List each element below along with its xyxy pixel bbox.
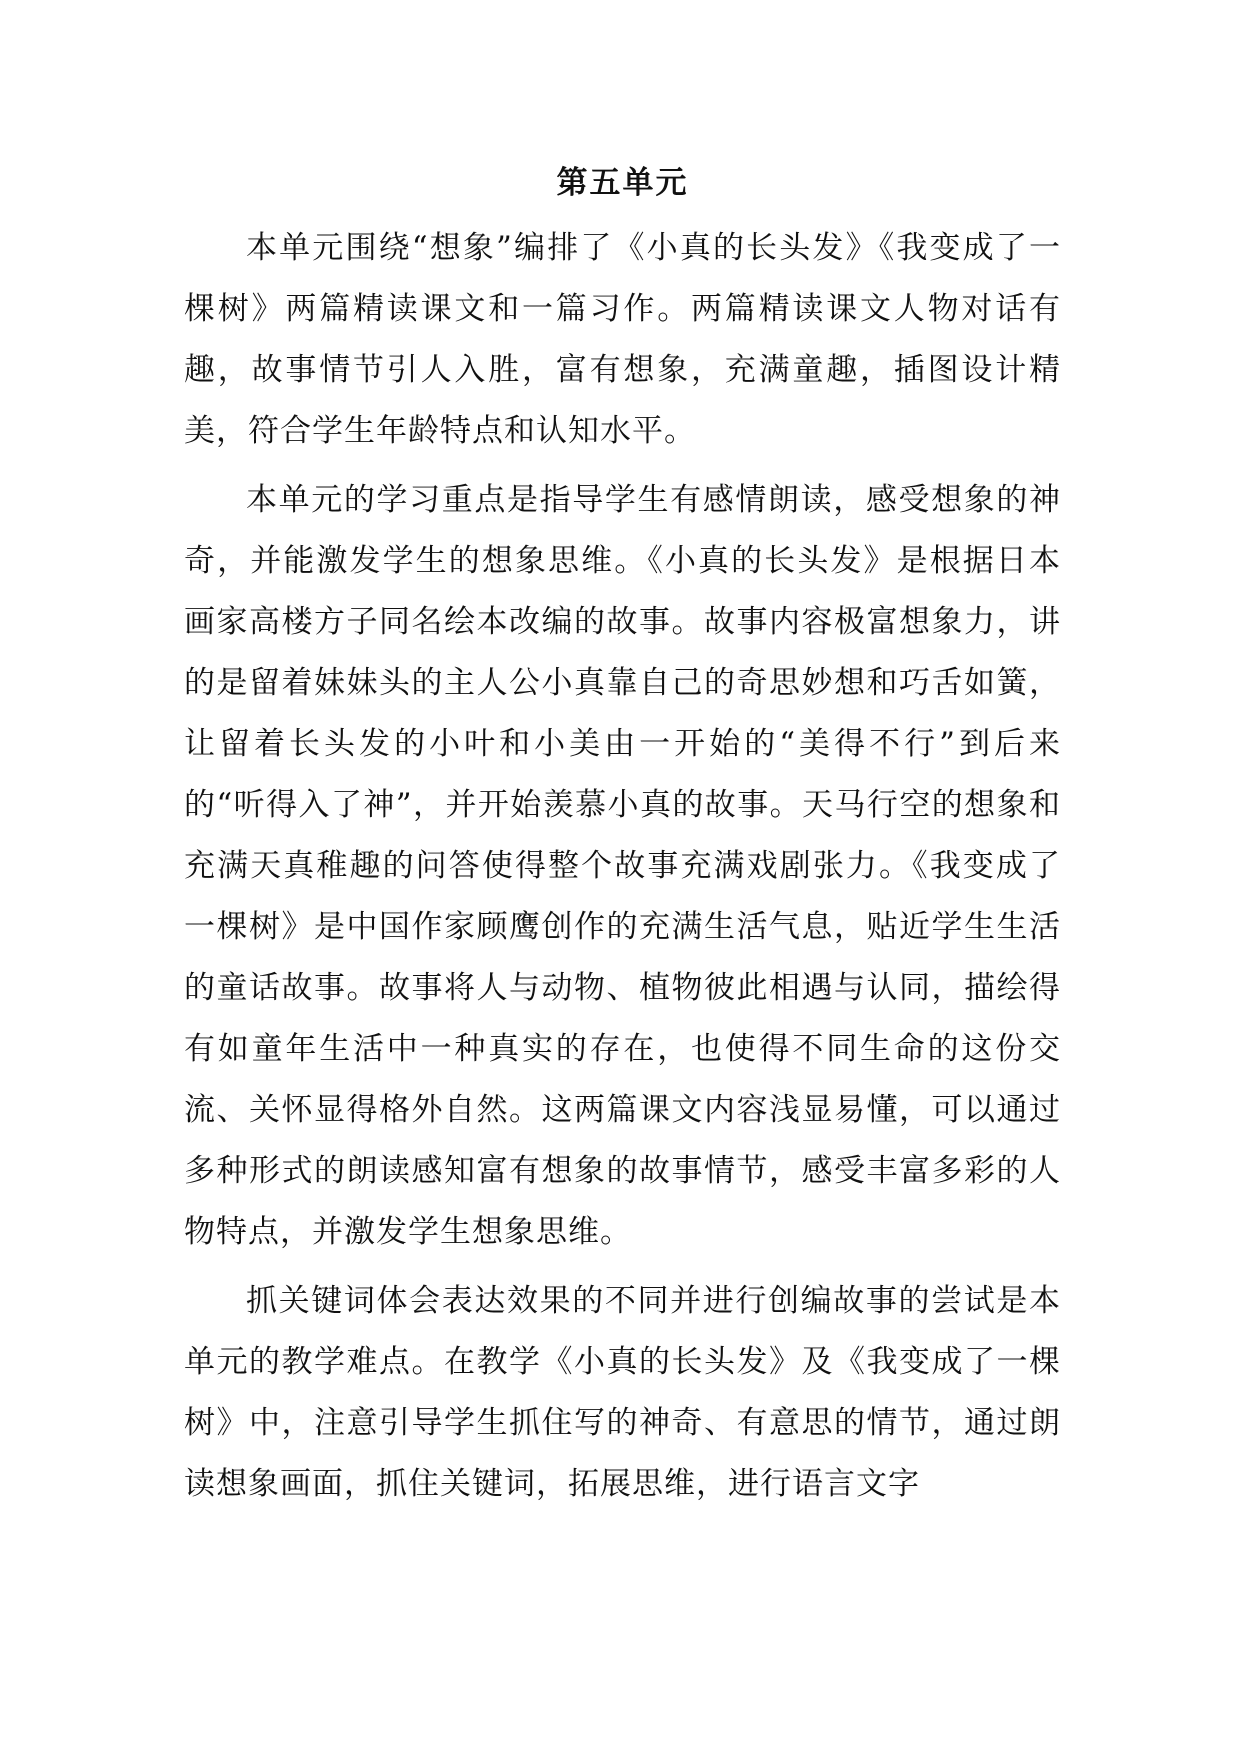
paragraph-3: 抓关键词体会表达效果的不同并进行创编故事的尝试是本单元的教学难点。在教学《小真的长头发》及《我变成了一棵树》中，注意引导学生抓住写的神奇、有意思的情节，通过朗读想象画面，抓住关键词，拓展思维，进行语言文字 xyxy=(184,1283,1061,1502)
paragraph-1: 本单元围绕“想象”编排了《小真的长头发》《我变成了一棵树》两篇精读课文和一篇习作。两篇精读课文人物对话有趣，故事情节引人入胜，富有想象，充满童趣，插图设计精美，符合学生年龄特点和认知水平。 xyxy=(184,230,1061,449)
document-title: 第五单元 xyxy=(556,165,689,201)
paragraph-2: 本单元的学习重点是指导学生有感情朗读，感受想象的神奇，并能激发学生的想象思维。《小真的长头发》是根据日本画家高楼方子同名绘本改编的故事。故事内容极富想象力，讲的是留着妹妹头的主人公小真靠自己的奇思妙想和巧舌如簧，让留着长头发的小叶和小美由一开始的“美得不行”到后来的“听得入了神”，并开始羡慕小真的故事。天马行空的想象和充满天真稚趣的问答使得整个故事充满戏剧张力。《我变成了一棵树》是中国作家顾鹰创作的充满生活气息，贴近学生生活的童话故事。故事将人与动物、植物彼此相遇与认同，描绘得有如童年生活中一种真实的存在，也使得不同生命的这份交流、关怀显得格外自然。这两篇课文内容浅显易懂，可以通过多种形式的朗读感知富有想象的故事情节，感受丰富多彩的人物特点，并激发学生想象思维。 xyxy=(184,482,1061,1250)
